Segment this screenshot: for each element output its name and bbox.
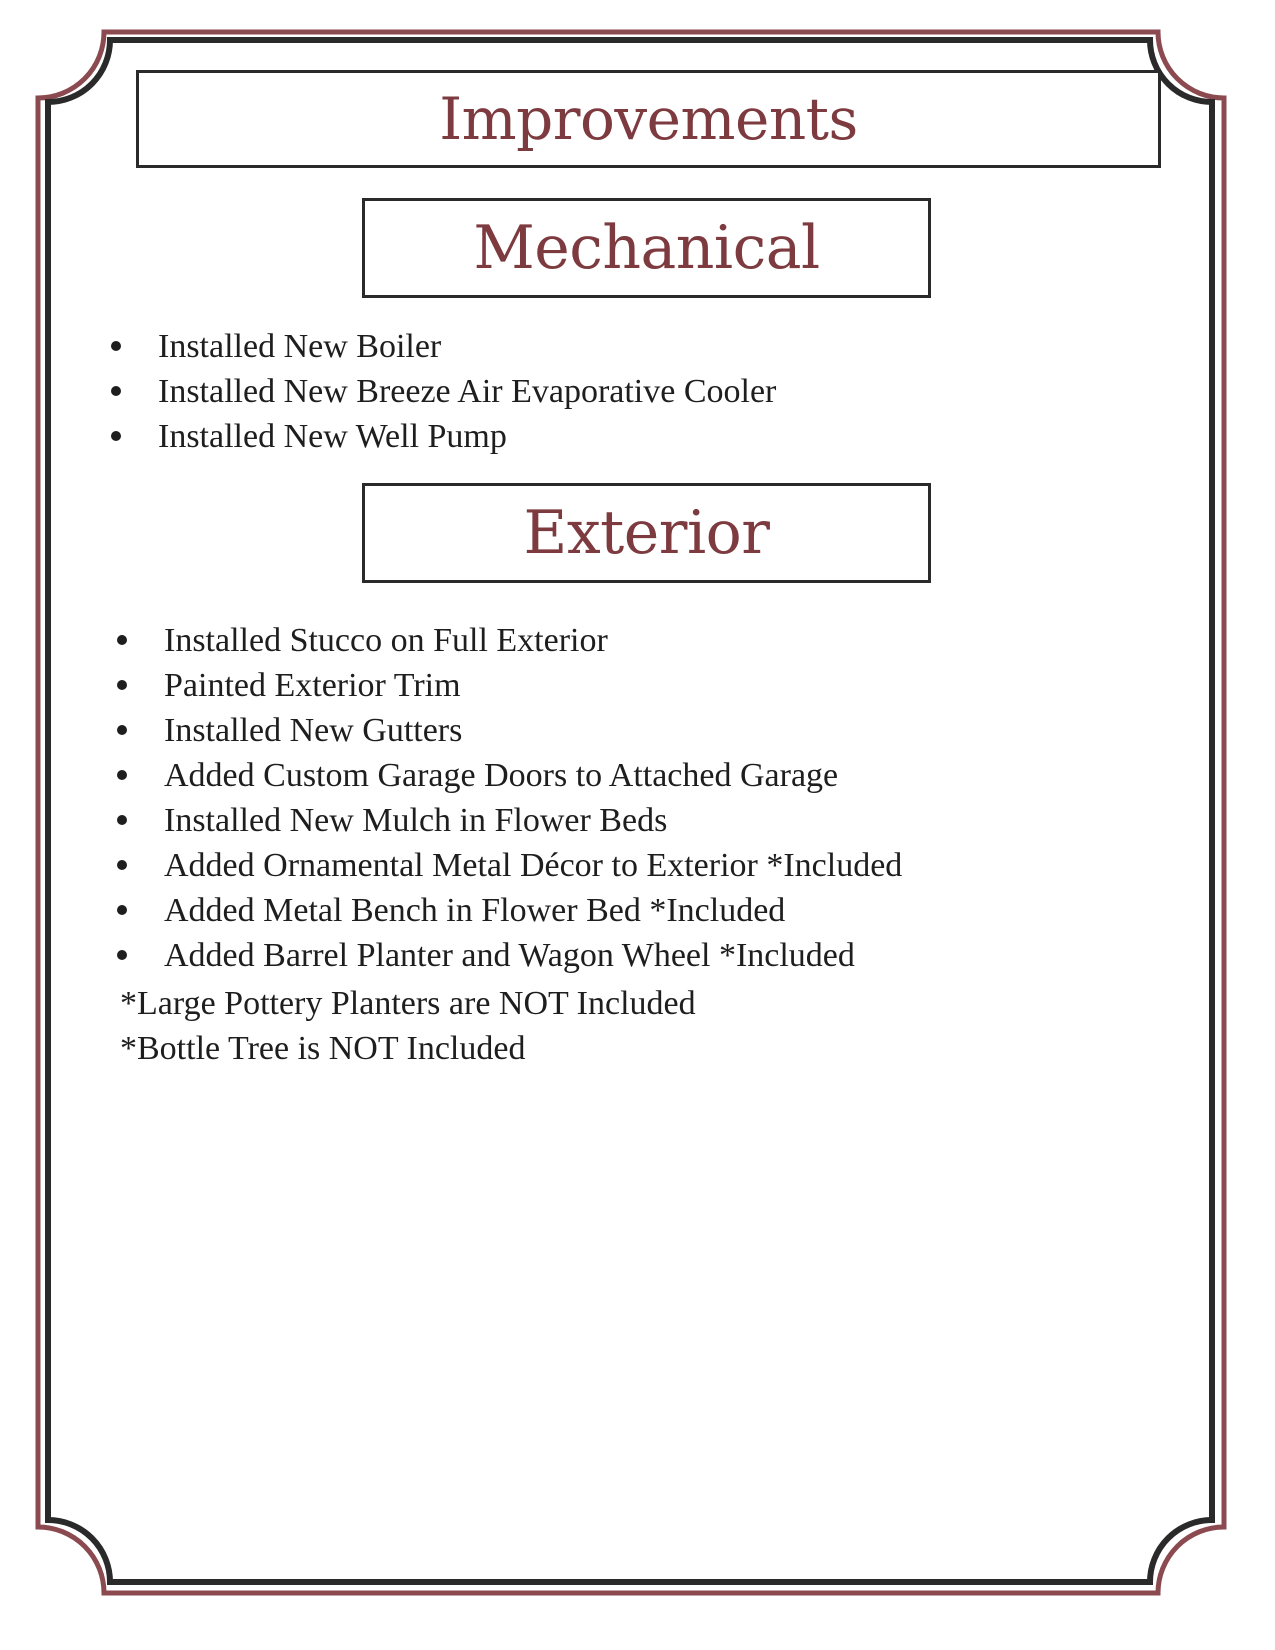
mechanical-heading: Mechanical [473, 213, 820, 283]
list-item-text: Installed New Mulch in Flower Beds [164, 802, 668, 839]
list-item-text: Installed New Well Pump [158, 418, 507, 455]
list-item [164, 888, 902, 933]
list-item [164, 753, 902, 798]
bullet-icon [111, 386, 121, 396]
list-item [164, 708, 902, 753]
list-item-text: Installed New Breeze Air Evaporative Cooler [158, 373, 777, 410]
bullet-icon [117, 635, 127, 645]
exterior-heading-box [362, 483, 931, 583]
bullet-icon [117, 770, 127, 780]
list-item [164, 933, 902, 978]
list-item-text: Added Custom Garage Doors to Attached Garage [164, 757, 839, 794]
list-item [164, 798, 902, 843]
list-item-text: Added Metal Bench in Flower Bed *Included [164, 892, 786, 929]
page-title: Improvements [439, 85, 858, 153]
list-item [158, 414, 776, 459]
list-item [164, 618, 902, 663]
exterior-heading: Exterior [523, 498, 770, 568]
list-item [158, 324, 776, 369]
list-item-text: Installed New Boiler [158, 328, 442, 365]
list-item [164, 843, 902, 888]
list-item [164, 663, 902, 708]
mechanical-heading-box [362, 198, 931, 298]
bullet-icon [117, 905, 127, 915]
list-item-text: Installed Stucco on Full Exterior [164, 622, 608, 659]
bullet-icon [111, 341, 121, 351]
mechanical-list [158, 324, 776, 459]
bullet-icon [117, 860, 127, 870]
list-item [158, 369, 776, 414]
bullet-icon [111, 431, 121, 441]
list-item-text: Installed New Gutters [164, 712, 463, 749]
list-item-text: Added Barrel Planter and Wagon Wheel *Included [164, 937, 855, 974]
exclusion-note: *Bottle Tree is NOT Included [120, 1030, 526, 1067]
bullet-icon [117, 725, 127, 735]
bullet-icon [117, 815, 127, 825]
exterior-list [164, 618, 902, 978]
main-title-box [136, 70, 1161, 168]
list-item-text: Painted Exterior Trim [164, 667, 461, 704]
exclusion-note: *Large Pottery Planters are NOT Included [120, 985, 696, 1022]
bullet-icon [117, 680, 127, 690]
bullet-icon [117, 950, 127, 960]
list-item-text: Added Ornamental Metal Décor to Exterior *Included [164, 847, 903, 884]
